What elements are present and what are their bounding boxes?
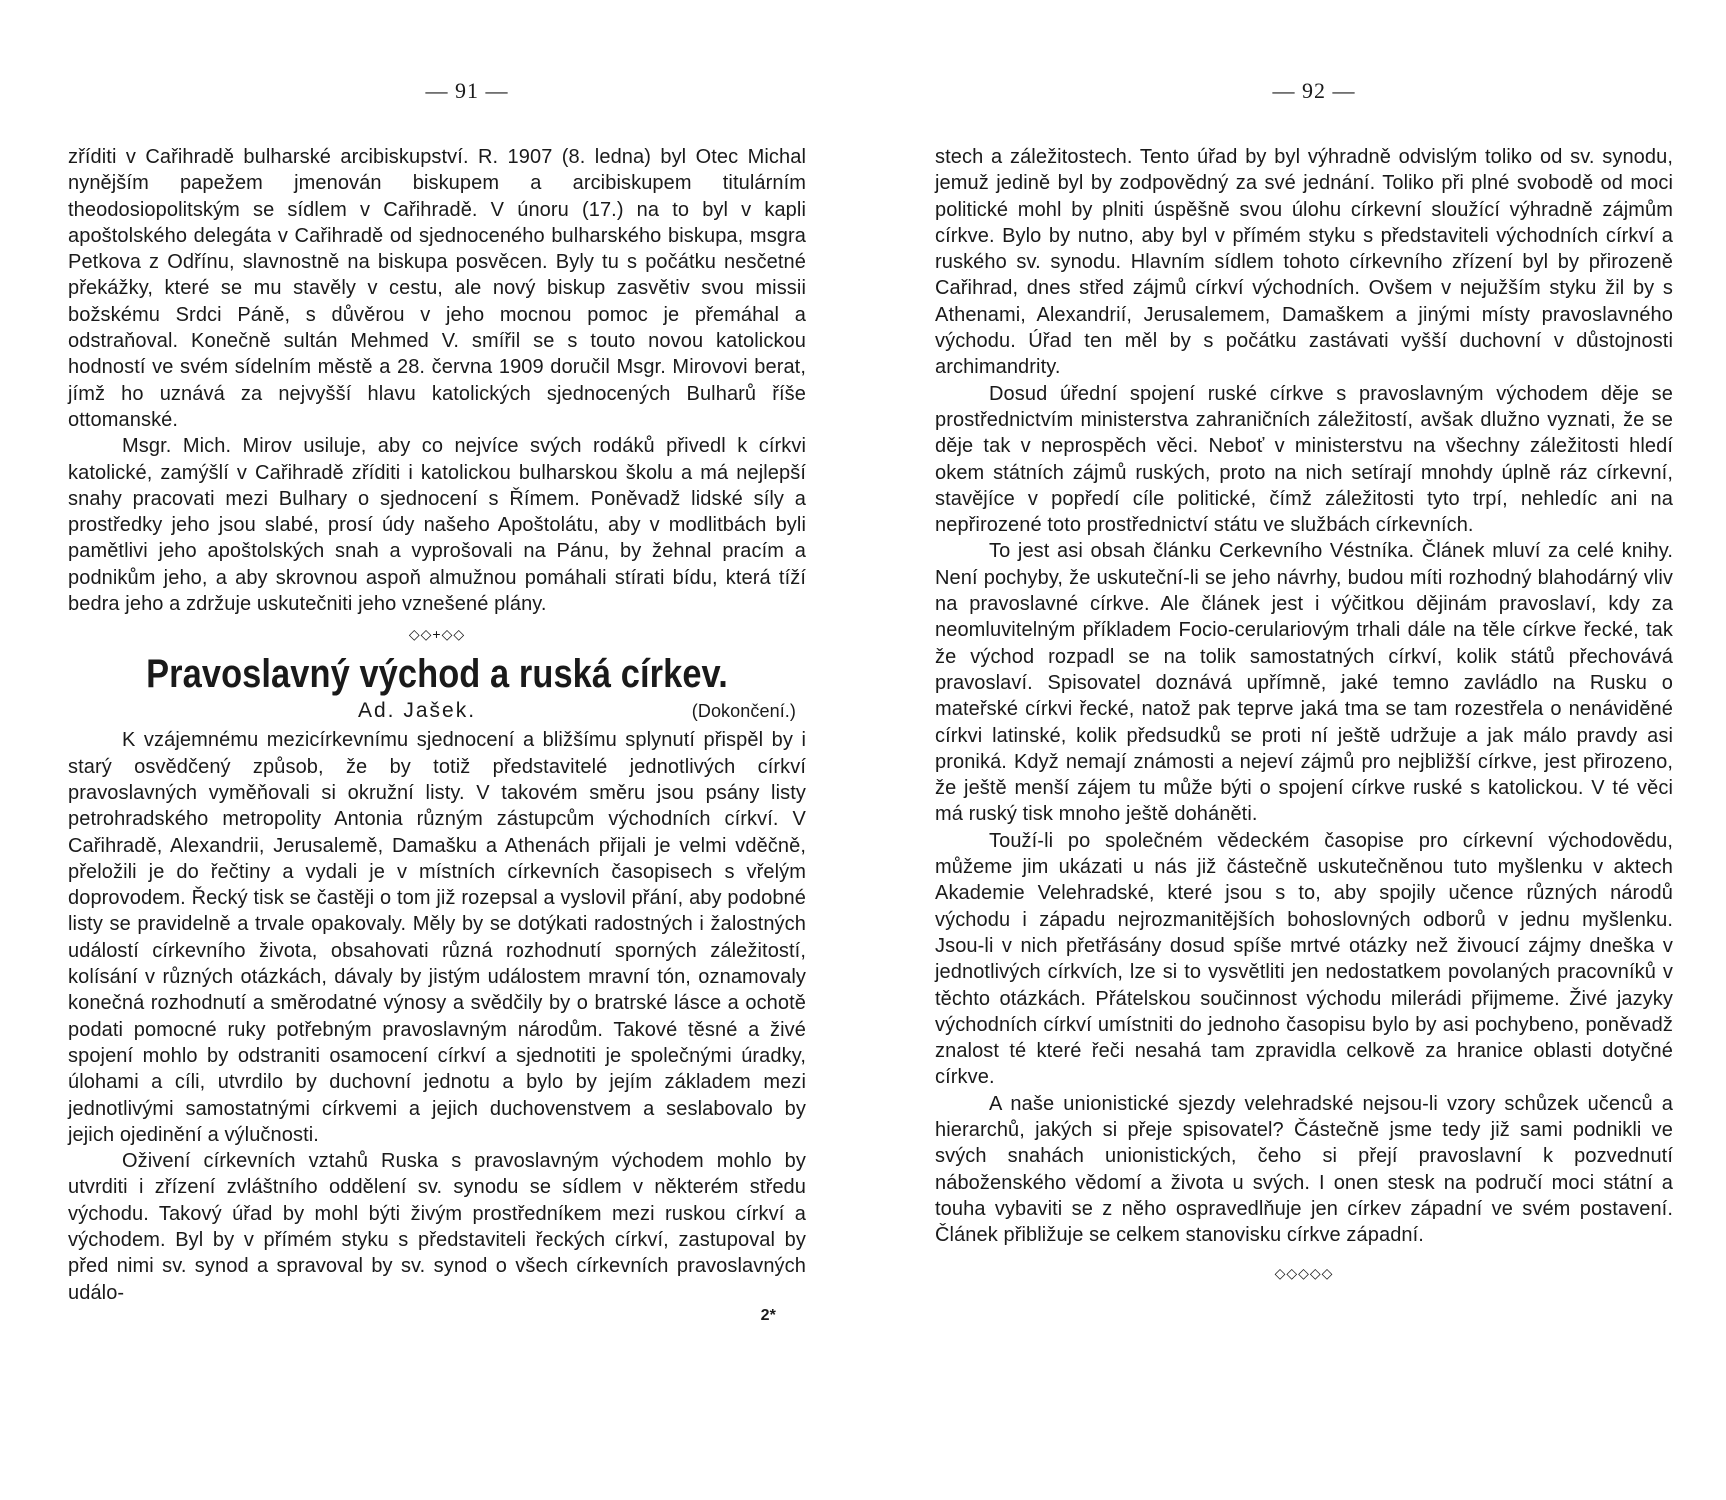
left-page: [68, 0, 806, 1500]
paragraph: Dosud úřední spojení ruské církve s pravoslavným východem děje se prostřednictvím ministerstva zahraničních záležitostí, avšak dlužno vyznati, že se děje tak v neprospěch věci. Neboť v ministerstvu na všechny záležitosti hledí okem státních zájmů ruských, proto na nich setírají mnohdy úplně ráz církevní, stavějíce v popředí cíle politické, čímž záležitosti tyto trpí, nehledíc ani na nepřirozené toto prostřednictví státu ve službách církevních.: [935, 382, 1673, 537]
paragraph: Touží-li po společném vědeckém časopise pro církevní východovědu, můžeme jim ukázati u nás již částečně uskutečněnou tuto myšlenku v aktech Akademie Velehradské, které jsou s to, aby spojily učence různých národů východu i západu nejrozmanitějších bohoslovných odborů v jednu myšlenku. Jsou-li v nich přetřásány dosud spíše mrtvé otázky než živoucí zájmy dneška v jednotlivých církvích, lze si to vysvětliti jen nedostatkem povolaných pracovníků v těchto otázkách. Přátelskou součinnost východu milerádi přijmeme. Živé jazyky východních církví umístniti do jednoho časopisu bylo by asi pochybeno, poněvadž znalost té které řeči nesahá tam zpravidla celkově za hranice oblasti dotyčné církve.: [935, 829, 1673, 1089]
byline: [68, 697, 806, 725]
article-author: Ad. Jašek.: [358, 699, 477, 723]
article-title: Pravoslavný východ a ruská církev.: [146, 652, 728, 697]
paragraph: Msgr. Mich. Mirov usiluje, aby co nejvíce svých rodáků přivedl k církvi katolické, zamýšlí v Cařihradě zříditi i katolickou bulharskou školu a má nejlepší snahy pracovati mezi Bulhary o sjednocení s Římem. Poněvadž lidské síly a prostředky jeho jsou slabé, prosí údy našeho Apoštolátu, aby v modlitbách byli pamětlivi jeho apoštolských snah a vyprošovali na Pánu, by žehnal pracím a podnikům jeho, a aby skrovnou aspoň almužnou pomáhali stírati bídu, která tíží bedra jeho a zdržuje uskutečniti jeho vznešené plány.: [68, 435, 806, 616]
continued-note: (Dokončení.): [691, 701, 796, 722]
section-divider-ornament: ◇◇+◇◇: [408, 626, 466, 643]
paragraph: zříditi v Cařihradě bulharské arcibiskupství. R. 1907 (8. ledna) byl Otec Michal nynějším papežem jmenován biskupem a arcibiskupem titulárním theodosiopolitským se sídlem v Cařihradě. V únoru (17.) na to byl v kapli apoštolského delegáta v Cařihradě od sjednoceného bulharského biskupa, msgra Petkova z Odřínu, slavnostně na biskupa posvěcen. Byly tu s počátku nesčetné překážky, které se mu stavěly v cestu, ale nový biskup zasvětiv svou missii božskému Srdci Páně, s důvěrou v jeho mocnou pomoc je přemáhal a odstraňoval. Konečně sultán Mehmed V. smířil se s touto novou katolickou hodností ve svém sídelním městě a 28. června 1909 doručil Msgr. Mirovovi berat, jímž ho uznává za nejvyšší hlavu katolických sjednocených Bulharů říše ottomanské.: [68, 146, 806, 431]
paragraph: Oživení církevních vztahů Ruska s pravoslavným východem mohlo by utvrditi i zřízení zvláštního oddělení sv. synodu se sídlem v některém středu východu. Takový úřad by mohl býti živým prostředníkem mezi ruskou církví a východem. Byl by v přímém styku s představiteli řeckých církví, zastupoval by před nimi sv. synod a spravoval by sv. synod o všech církevních pravoslavných událo-: [68, 1150, 806, 1304]
page-number-left: — 91 —: [425, 78, 509, 103]
printer-signature-mark: 2*: [760, 1306, 776, 1324]
paragraph: A naše unionistické sjezdy velehradské nejsou-li vzory schůzek učenců a hierarchů, jakých si přeje spisovatel? Částečně jsme tedy již sami podnikli ve svých snahách unionistických, čeho si přejí pravoslavní k pozvednutí náboženského vědomí a života u svých. I onen stesk na područí moci státní a touha vybaviti se z něho ospravedlňuje jen církev západní ve svém postavení. Článek přibližuje se celkem stanovisku církve západní.: [935, 1092, 1673, 1247]
paragraph: stech a záležitostech. Tento úřad by byl výhradně odvislým toliko od sv. synodu, jemuž jedině byl by zodpovědný za své jednání. Toliko při plné svobodě od moci politické mohl by plniti úspěšně svou úlohu církevní sloužící výhradně zájmům církve. Bylo by nutno, aby byl v přímém styku s představiteli východních církví a ruského sv. synodu. Hlavním sídlem tohoto církevního zřízení byl by přirozeně Cařihrad, dnes střed zájmů církví východních. Ovšem v nejužším styku žil by s Athenami, Alexandrií, Jerusalemem, Damaškem a jinými místy pravoslavného východu. Úřad ten měl by s počátku zastávati vyšší duchovní v důstojnosti archimandrity.: [935, 146, 1673, 379]
right-page: [935, 0, 1673, 1500]
left-text-column: [68, 144, 806, 1326]
end-ornament: ◇◇◇◇◇: [1274, 1265, 1334, 1282]
paragraph: K vzájemnému mezicírkevnímu sjednocení a bližšímu splynutí přispěl by i starý osvědčený způsob, že by totiž představitelé jednotlivých církví pravoslavných vyměňovali si okružní listy. V takovém směru jsou psány listy petrohradského metropolity Antonia různým zástupcům východních církví. V Cařihradě, Alexandrii, Jerusalemě, Damašku a Athenách přijali je velmi vděčně, přeložili je do řečtiny a vydali je v místních církevních časopisech s vřelým doprovodem. Řecký tisk se častěji o tom již rozepsal a vyslovil přání, aby podobné listy se pravidelně a trvale opakovaly. Měly by se dotýkati radostných i žalostných událostí církevního života, obsahovati různá rozhodnutí sporných záležitostí, kolísání v různých otázkách, dávaly by jistým událostem mravní tón, oznamovaly konečná rozhodnutí a směrodatné výnosy a svědčily by o bratrské lásce a ochotě podati pomocné ruky potřebným pravoslavným národům. Takové těsné a živé spojení mohlo by odstraniti osamocení církví a sjednotiti je společnými úradky, úlohami a cíli, utvrdilo by duchovní jednotu a bylo by jejím základem mezi jednotlivými samostatnými církvemi a jejich duchovenstvem a seslabovalo by jejich ojedinění a výlučnosti.: [68, 729, 806, 1146]
page-number-right: — 92 —: [1272, 78, 1356, 103]
paragraph: To jest asi obsah článku Cerkevního Véstníka. Článek mluví za celé knihy. Není pochyby, že uskuteční-li se jeho návrhy, budou míti rozhodný blahodárný vliv na pravoslavné církve. Ale článek jest i výčitkou dějinám pravoslaví, kdy za neomluvitelným příkladem Focio-cerulariovým trhali dále na těle církve řecké, tak že východ rozpadl se na tolik samostatných církví, kolik států přechovává pravoslaví. Spisovatel doznává upřímně, jaké temno zavládlo na Rusku o mateřské církvi řecké, natož pak teprve jaká tma se tam rozestřela o nenáviděné církvi latinské, kolik předsudků se proti ní ještě udržuje a jak málo pravdy asi proniká. Když nemají známosti a nejeví zájmů pro nejbližší církve, jest přirozeno, že ještě menší zájem tu může býti o spojení církve ruské s katolickou. V té věci má ruský tisk mnoho ještě doháněti.: [935, 540, 1673, 826]
right-text-column: [935, 144, 1673, 1288]
